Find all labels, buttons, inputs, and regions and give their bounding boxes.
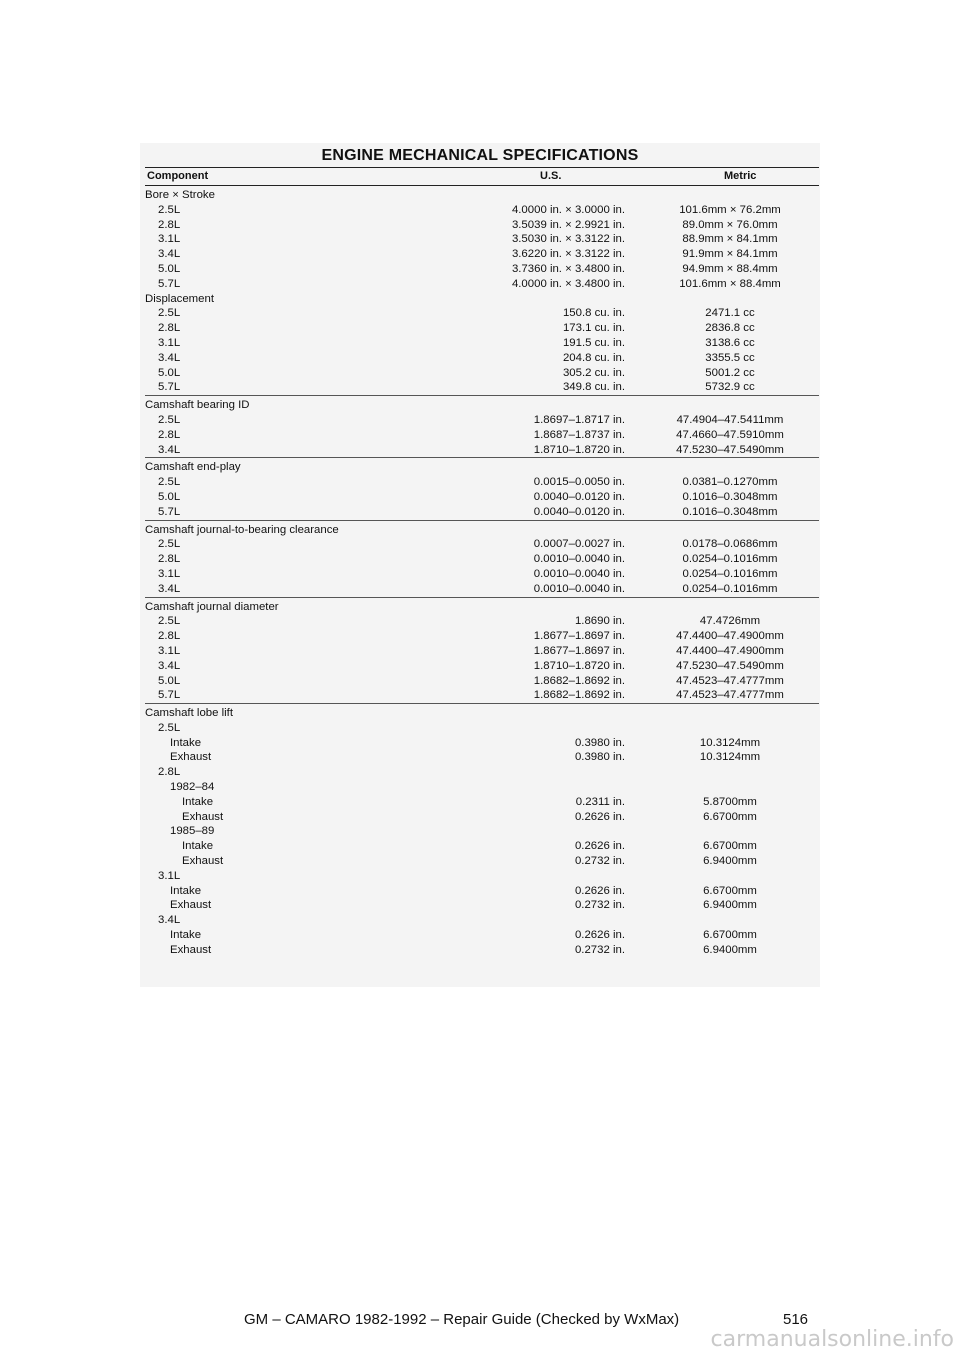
us-value-cell: 0.0010–0.0040 in. [533,553,625,566]
metric-value-cell: 2836.8 cc [705,322,755,335]
metric-value-cell: 10.3124mm [699,751,761,764]
component-cell: Exhaust [182,855,224,868]
table-row [145,659,819,674]
component-cell: Intake [170,929,202,942]
us-value-cell: 1.8682–1.8692 in. [533,674,625,687]
component-cell: 3.1L [158,567,181,580]
us-value-cell: 0.2626 in. [574,810,625,823]
section-divider [145,597,819,599]
page-title: ENGINE MECHANICAL SPECIFICATIONS [321,147,639,164]
table-row [145,674,819,689]
component-cell: 5.0L [158,262,181,275]
table-row [145,928,819,943]
metric-value-cell: 3355.5 cc [705,351,755,364]
metric-value-cell: 3138.6 cc [705,336,755,349]
metric-value-cell: 6.9400mm [703,899,757,912]
us-value-cell: 1.8697–1.8717 in. [533,413,625,426]
component-cell: 1985–89 [170,825,215,838]
us-value-cell: 0.2311 in. [575,795,625,808]
table-row [145,688,819,703]
table-row [145,582,819,597]
metric-value-cell: 6.6700mm [703,929,757,942]
us-value-cell: 0.3980 in. [574,751,625,764]
table-row [145,736,819,751]
us-value-cell: 1.8710–1.8720 in. [533,443,625,456]
metric-value-cell: 5001.2 cc [705,366,755,379]
component-cell: 3.4L [158,443,181,456]
us-value-cell: 0.0040–0.0120 in. [533,490,625,503]
metric-value-cell: 47.4726mm [699,615,761,628]
us-value-cell: 0.0007–0.0027 in. [533,538,625,551]
component-cell: Intake [170,736,202,749]
section-divider [145,395,819,397]
us-value-cell: 4.0000 in. × 3.0000 in. [511,203,625,216]
component-cell: 2.5L [158,476,181,489]
table-row [145,839,819,854]
metric-value-cell: 10.3124mm [699,736,761,749]
footer-text: GM – CAMARO 1982-1992 – Repair Guide (Checked by WxMax) [244,1311,680,1328]
table-row [145,721,819,736]
table-row [145,505,819,520]
us-value-cell: 1.8710–1.8720 in. [533,659,625,672]
us-value-cell: 204.8 cu. in. [562,351,625,364]
table-row [145,629,819,644]
section-row [145,600,819,615]
table-row [145,780,819,795]
component-cell: 3.4L [158,914,181,927]
metric-value-cell: 0.1016–0.3048mm [682,505,778,518]
component-cell: 2.5L [158,413,181,426]
component-cell: Exhaust [170,751,212,764]
specifications-table [145,188,819,958]
metric-value-cell: 47.5230–47.5490mm [676,659,784,672]
section-row [145,460,819,475]
metric-value-cell: 47.4400–47.4900mm [676,644,784,657]
component-cell: 3.4L [158,351,181,364]
metric-value-cell: 6.9400mm [703,855,757,868]
component-cell: Exhaust [182,810,224,823]
us-value-cell: 0.0010–0.0040 in. [533,582,625,595]
us-value-cell: 150.8 cu. in. [562,307,625,320]
component-cell: 2.8L [158,322,181,335]
us-value-cell: 305.2 cu. in. [562,366,625,379]
component-cell: 2.5L [158,203,181,216]
component-cell: 3.4L [158,659,181,672]
table-row [145,644,819,659]
component-cell: 3.1L [158,233,181,246]
header-bottom-rule [145,185,819,186]
table-row [145,232,819,247]
metric-value-cell: 101.6mm × 76.2mm [679,203,781,216]
metric-value-cell: 6.6700mm [703,840,757,853]
table-row [145,824,819,839]
component-cell: 2.5L [158,307,181,320]
component-cell: 2.8L [158,218,181,231]
component-cell: Displacement [145,292,215,305]
us-value-cell: 3.6220 in. × 3.3122 in. [511,248,625,261]
table-row [145,475,819,490]
table-row [145,321,819,336]
component-cell: 5.7L [158,505,181,518]
component-cell: Camshaft journal-to-bearing clearance [145,523,339,536]
component-cell: 3.1L [158,869,181,882]
metric-value-cell: 0.1016–0.3048mm [682,490,778,503]
component-cell: 3.1L [158,644,181,657]
table-row [145,366,819,381]
table-row [145,262,819,277]
us-value-cell: 0.2626 in. [574,884,625,897]
table-row [145,336,819,351]
us-value-cell: 1.8687–1.8737 in. [533,428,625,441]
table-row [145,218,819,233]
column-header-component: Component [147,170,209,182]
table-row [145,552,819,567]
table-row [145,810,819,825]
table-row [145,795,819,810]
table-row [145,884,819,899]
us-value-cell: 0.2626 in. [574,840,625,853]
component-cell: 3.4L [158,248,181,261]
section-row [145,523,819,538]
section-row [145,398,819,413]
metric-value-cell: 0.0254–0.1016mm [682,553,778,566]
table-row [145,277,819,292]
us-value-cell: 0.0010–0.0040 in. [533,567,625,580]
metric-value-cell: 89.0mm × 76.0mm [682,218,778,231]
component-cell: 5.0L [158,490,181,503]
us-value-cell: 3.5030 in. × 3.3122 in. [511,233,625,246]
metric-value-cell: 0.0178–0.0686mm [682,538,778,551]
us-value-cell: 3.5039 in. × 2.9921 in. [511,218,625,231]
component-cell: 1982–84 [170,781,215,794]
metric-value-cell: 47.4904–47.5411mm [676,413,784,426]
column-header-metric: Metric [724,170,757,182]
table-row [145,614,819,629]
metric-value-cell: 47.4660–47.5910mm [676,428,784,441]
us-value-cell: 1.8690 in. [574,615,625,628]
component-cell: 5.7L [158,381,181,394]
table-row [145,898,819,913]
table-row [145,750,819,765]
table-row [145,765,819,780]
table-row [145,428,819,443]
table-row [145,247,819,262]
metric-value-cell: 47.5230–47.5490mm [676,443,784,456]
component-cell: 2.5L [158,721,181,734]
table-row [145,380,819,395]
table-row [145,913,819,928]
component-cell: Camshaft bearing ID [145,399,250,412]
component-cell: Camshaft lobe lift [145,707,233,720]
us-value-cell: 0.0040–0.0120 in. [533,505,625,518]
metric-value-cell: 6.6700mm [703,884,757,897]
column-header-us: U.S. [540,170,562,182]
us-value-cell: 0.2732 in. [574,855,625,868]
component-cell: Camshaft end-play [145,461,241,474]
header-top-rule [145,167,819,168]
component-cell: Camshaft journal diameter [145,600,279,613]
us-value-cell: 1.8682–1.8692 in. [533,689,625,702]
metric-value-cell: 88.9mm × 84.1mm [682,233,778,246]
metric-value-cell: 6.6700mm [703,810,757,823]
us-value-cell: 4.0000 in. × 3.4800 in. [511,277,625,290]
component-cell: 3.1L [158,336,181,349]
metric-value-cell: 94.9mm × 88.4mm [682,262,778,275]
table-row [145,567,819,582]
us-value-cell: 1.8677–1.8697 in. [533,644,625,657]
metric-value-cell: 2471.1 cc [705,307,755,320]
us-value-cell: 191.5 cu. in. [562,336,625,349]
metric-value-cell: 0.0254–0.1016mm [682,567,778,580]
table-row [145,854,819,869]
table-row [145,203,819,218]
section-row [145,292,819,307]
component-cell: 2.5L [158,538,181,551]
metric-value-cell: 101.6mm × 88.4mm [679,277,781,290]
component-cell: 3.4L [158,582,181,595]
metric-value-cell: 47.4400–47.4900mm [676,630,784,643]
metric-value-cell: 91.9mm × 84.1mm [682,248,778,261]
us-value-cell: 0.3980 in. [574,736,625,749]
us-value-cell: 1.8677–1.8697 in. [533,630,625,643]
component-cell: Exhaust [170,943,212,956]
metric-value-cell: 47.4523–47.4777mm [676,689,784,702]
table-row [145,490,819,505]
component-cell: Intake [182,795,214,808]
us-value-cell: 0.0015–0.0050 in. [533,476,625,489]
metric-value-cell: 0.0381–0.1270mm [682,476,778,489]
component-cell: Intake [182,840,214,853]
component-cell: 5.7L [158,689,181,702]
metric-value-cell: 5732.9 cc [705,381,755,394]
component-cell: 5.0L [158,366,181,379]
table-row [145,443,819,458]
metric-value-cell: 5.8700mm [703,795,757,808]
table-row [145,537,819,552]
metric-value-cell: 47.4523–47.4777mm [676,674,784,687]
us-value-cell: 349.8 cu. in. [562,381,625,394]
us-value-cell: 3.7360 in. × 3.4800 in. [511,262,625,275]
metric-value-cell: 6.9400mm [703,943,757,956]
table-row [145,306,819,321]
section-divider [145,457,819,459]
component-cell: 5.7L [158,277,181,290]
metric-value-cell: 0.0254–0.1016mm [682,582,778,595]
component-cell: 5.0L [158,674,181,687]
us-value-cell: 0.2732 in. [574,899,625,912]
component-cell: 2.8L [158,630,181,643]
component-cell: 2.8L [158,766,181,779]
page-number: 516 [783,1311,809,1328]
section-divider [145,703,819,705]
watermark: carmanualsonline.info [710,1327,954,1352]
section-row [145,706,819,721]
component-cell: 2.8L [158,553,181,566]
table-row [145,869,819,884]
table-row [145,413,819,428]
component-cell: 2.5L [158,615,181,628]
section-divider [145,520,819,522]
us-value-cell: 0.2732 in. [574,943,625,956]
component-cell: Exhaust [170,899,212,912]
component-cell: 2.8L [158,428,181,441]
us-value-cell: 173.1 cu. in. [562,322,625,335]
section-row [145,188,819,203]
table-row [145,943,819,958]
component-cell: Intake [170,884,202,897]
us-value-cell: 0.2626 in. [574,929,625,942]
component-cell: Bore × Stroke [145,189,215,201]
table-row [145,351,819,366]
